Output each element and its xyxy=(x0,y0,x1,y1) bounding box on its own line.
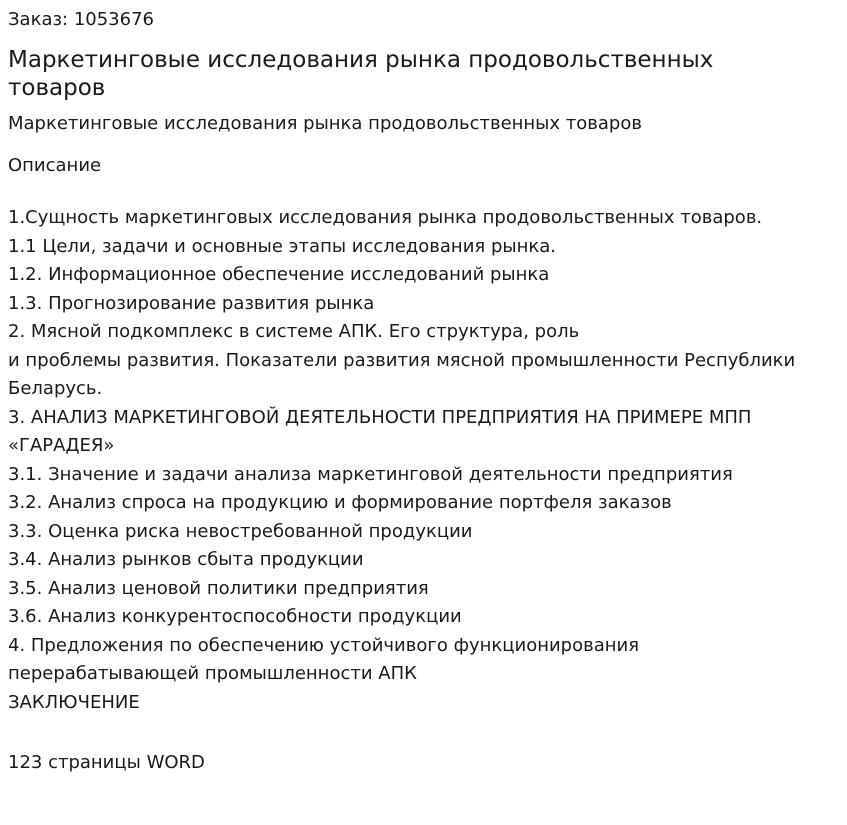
description-line: ЗАКЛЮЧЕНИЕ xyxy=(8,691,140,713)
description-heading: Описание xyxy=(8,155,102,176)
document-subtitle: Маркетинговые исследования рынка продовольственных товаров xyxy=(8,113,642,134)
description-line: 1.Сущность маркетинговых исследования рынка продовольственных товаров. xyxy=(8,207,763,228)
description-line: 2. Мясной подкомплекс в системе АПК. Его структура, роль xyxy=(8,321,580,342)
description-line: «ГАРАДЕЯ» xyxy=(8,435,115,456)
description-line: 3.5. Анализ ценовой политики предприятия xyxy=(8,577,429,599)
description-line: 1.2. Информационное обеспечение исследований рынка xyxy=(8,264,550,285)
description-line: 3.4. Анализ рынков сбыта продукции xyxy=(8,549,364,570)
description-line: 3. АНАЛИЗ МАРКЕТИНГОВОЙ ДЕЯТЕЛЬНОСТИ ПРЕДПРИЯТИЯ НА ПРИМЕРЕ МПП xyxy=(8,406,752,428)
order-number: Заказ: 1053676 xyxy=(8,9,154,30)
description-line: перерабатывающей промышленности АПК xyxy=(8,663,417,684)
description-line: 3.1. Значение и задачи анализа маркетинговой деятельности предприятия xyxy=(8,463,733,485)
description-line: 1.1 Цели, задачи и основные этапы исследования рынка. xyxy=(8,235,556,257)
description-line: 3.2. Анализ спроса на продукцию и формирование портфеля заказов xyxy=(8,492,672,513)
description-line: 4. Предложения по обеспечению устойчивого функционирования xyxy=(8,634,640,656)
description-line: 3.6. Анализ конкурентоспособности продукции xyxy=(8,606,462,627)
description-line: 3.3. Оценка риска невостребованной продукции xyxy=(8,520,473,542)
description-line: 1.3. Прогнозирование развития рынка xyxy=(8,292,375,314)
document-title xyxy=(8,46,768,102)
description-list xyxy=(8,204,839,717)
description-line: и проблемы развития. Показатели развития мясной промышленности Республики xyxy=(8,349,796,371)
page-count-note: 123 страницы WORD xyxy=(8,752,205,773)
document-title-line-2: товаров xyxy=(8,75,106,101)
description-line: Беларусь. xyxy=(8,378,103,399)
document-title-line-1: Маркетинговые исследования рынка продовольственных xyxy=(8,47,714,73)
